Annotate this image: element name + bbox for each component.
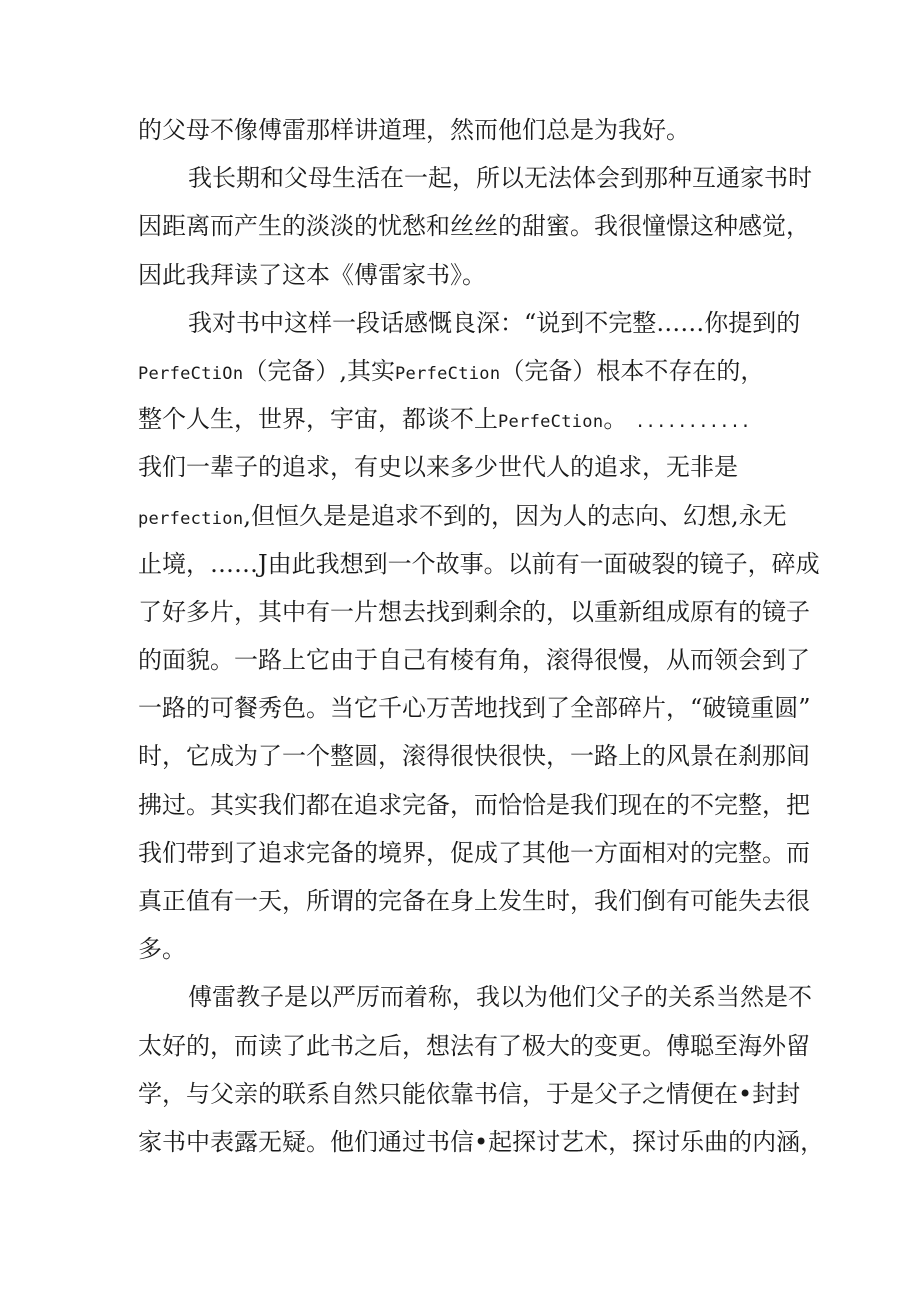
text-line: 整个人生，世界，宇宙，都谈不上PerfeCtion。 ........... (138, 405, 751, 434)
text-line: 家书中表露无疑。他们通过书信•起探讨艺术，探讨乐曲的内涵， (138, 1127, 825, 1156)
text-line: 我长期和父母生活在一起，所以无法体会到那种互通家书时 (188, 164, 812, 193)
text-line: 一路的可餐秀色。当它千心万苦地找到了全部碎片，“破镜重圆” (138, 694, 811, 723)
text-line: 拂过。其实我们都在追求完备，而恰恰是我们现在的不完整，把 (138, 790, 810, 819)
document-body (138, 106, 825, 1166)
text-line: 了好多片，其中有一片想去找到剩余的，以重新组成原有的镜子 (138, 597, 810, 626)
text-line: 止境，……J由此我想到一个故事。以前有一面破裂的镜子，碎成 (138, 549, 820, 578)
text-line: 我们带到了追求完备的境界，促成了其他一方面相对的完整。而 (138, 838, 810, 867)
text-line: 因此我拜读了这本《傅雷家书》。 (138, 260, 486, 289)
text-line: 因距离而产生的淡淡的忧愁和丝丝的甜蜜。我很憧憬这种感觉， (138, 212, 810, 241)
text-line: 我们一辈子的追求，有史以来多少世代人的追求，无非是 (138, 453, 738, 482)
text-line: 学，与父亲的联系自然只能依靠书信，于是父子之情便在•封封 (138, 1079, 801, 1108)
text-line: 太好的，而读了此书之后，想法有了极大的变更。傅聪至海外留 (138, 1031, 810, 1060)
text-line: 的面貌。一路上它由于自己有棱有角，滚得很慢，从而领会到了 (138, 646, 810, 675)
text-line: perfection,但恒久是是追求不到的，因为人的志向、幻想,永无 (138, 501, 787, 530)
text-line: 我对书中这样一段话感慨良深：“说到不完整……你提到的 (188, 308, 801, 337)
text-line: 的父母不像傅雷那样讲道理，然而他们总是为我好。 (138, 116, 690, 144)
text-line: 多。 (138, 935, 186, 964)
text-line: 真正值有一天，所谓的完备在身上发生时，我们倒有可能失去很 (138, 887, 810, 915)
text-line: 傅雷教子是以严厉而着称，我以为他们父子的关系当然是不 (188, 983, 812, 1012)
text-line: PerfeCtiOn（完备）,其实PerfeCtion（完备）根本不存在的， (138, 356, 765, 385)
text-line: 时，它成为了一个整圆，滚得很快很快，一路上的风景在刹那间 (138, 742, 810, 771)
